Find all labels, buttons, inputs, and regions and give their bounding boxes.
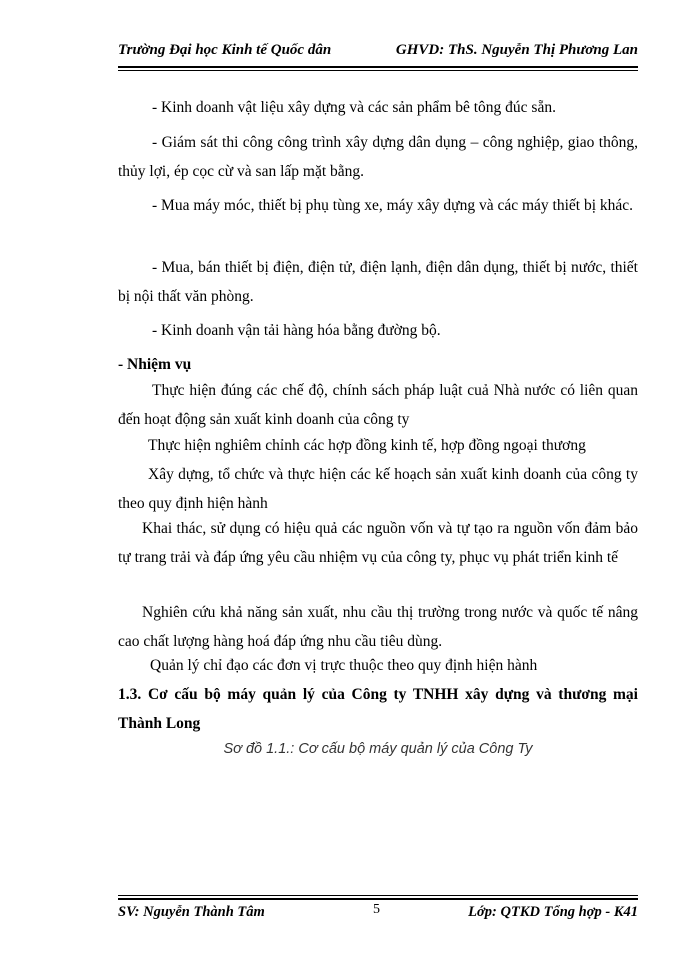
header-university: Trường Đại học Kinh tế Quốc dân: [118, 42, 332, 58]
task-5: Nghiên cứu khả năng sản xuất, nhu cầu thị trường trong nước và quốc tế nâng cao chất lượng hàng hoá đáp ứng nhu cầu tiêu dùng.: [118, 604, 638, 650]
tasks-heading: - Nhiệm vụ: [118, 356, 192, 373]
task-6: Quản lý chỉ đạo các đơn vị trực thuộc theo quy định hiện hành: [150, 657, 538, 674]
business-line-5: - Kinh doanh vận tải hàng hóa bằng đường bộ.: [152, 322, 441, 339]
business-line-3: - Mua máy móc, thiết bị phụ tùng xe, máy xây dựng và các máy thiết bị khác.: [152, 197, 634, 214]
footer-rule: [118, 898, 638, 900]
footer-class: Lớp: QTKD Tổng hợp - K41: [468, 904, 638, 920]
business-line-2: - Giám sát thi công công trình xây dựng dân dụng – công nghiệp, giao thông, thủy lợi, ép cọc cừ và san lấp mặt bằng.: [118, 134, 638, 180]
business-line-1: - Kinh doanh vật liệu xây dựng và các sản phẩm bê tông đúc sẵn.: [152, 99, 556, 116]
footer-student: SV: Nguyễn Thành Tâm: [118, 904, 265, 920]
header-rule: [118, 66, 638, 68]
task-4: Khai thác, sử dụng có hiệu quả các nguồn vốn và tự tạo ra nguồn vốn đảm bảo tự trang trải và đáp ứng yêu cầu nhiệm vụ của công ty, phục vụ phát triển kinh tế: [118, 520, 638, 566]
business-line-4: - Mua, bán thiết bị điện, điện tử, điện lạnh, điện dân dụng, thiết bị nước, thiết bị nội thất văn phòng.: [118, 259, 638, 305]
task-1: Thực hiện đúng các chế độ, chính sách pháp luật cuả Nhà nước có liên quan đến hoạt động sản xuất kinh doanh của công ty: [118, 382, 638, 428]
header-rule-thin: [118, 70, 638, 71]
section-heading: 1.3. Cơ cấu bộ máy quản lý của Công ty TNHH xây dựng và thương mại Thành Long: [118, 686, 638, 732]
figure-caption: Sơ đồ 1.1.: Cơ cấu bộ máy quản lý của Công Ty: [223, 741, 533, 757]
task-3: Xây dựng, tổ chức và thực hiện các kế hoạch sản xuất kinh doanh của công ty theo quy định hiện hành: [118, 466, 638, 512]
footer-rule-thin: [118, 895, 638, 896]
task-2: Thực hiện nghiêm chỉnh các hợp đồng kinh tế, hợp đồng ngoại thương: [148, 437, 586, 454]
page-footer: [118, 904, 638, 926]
page-number: 5: [373, 902, 380, 917]
page-header: [118, 42, 638, 64]
header-supervisor: GHVD: ThS. Nguyễn Thị Phương Lan: [395, 42, 638, 58]
